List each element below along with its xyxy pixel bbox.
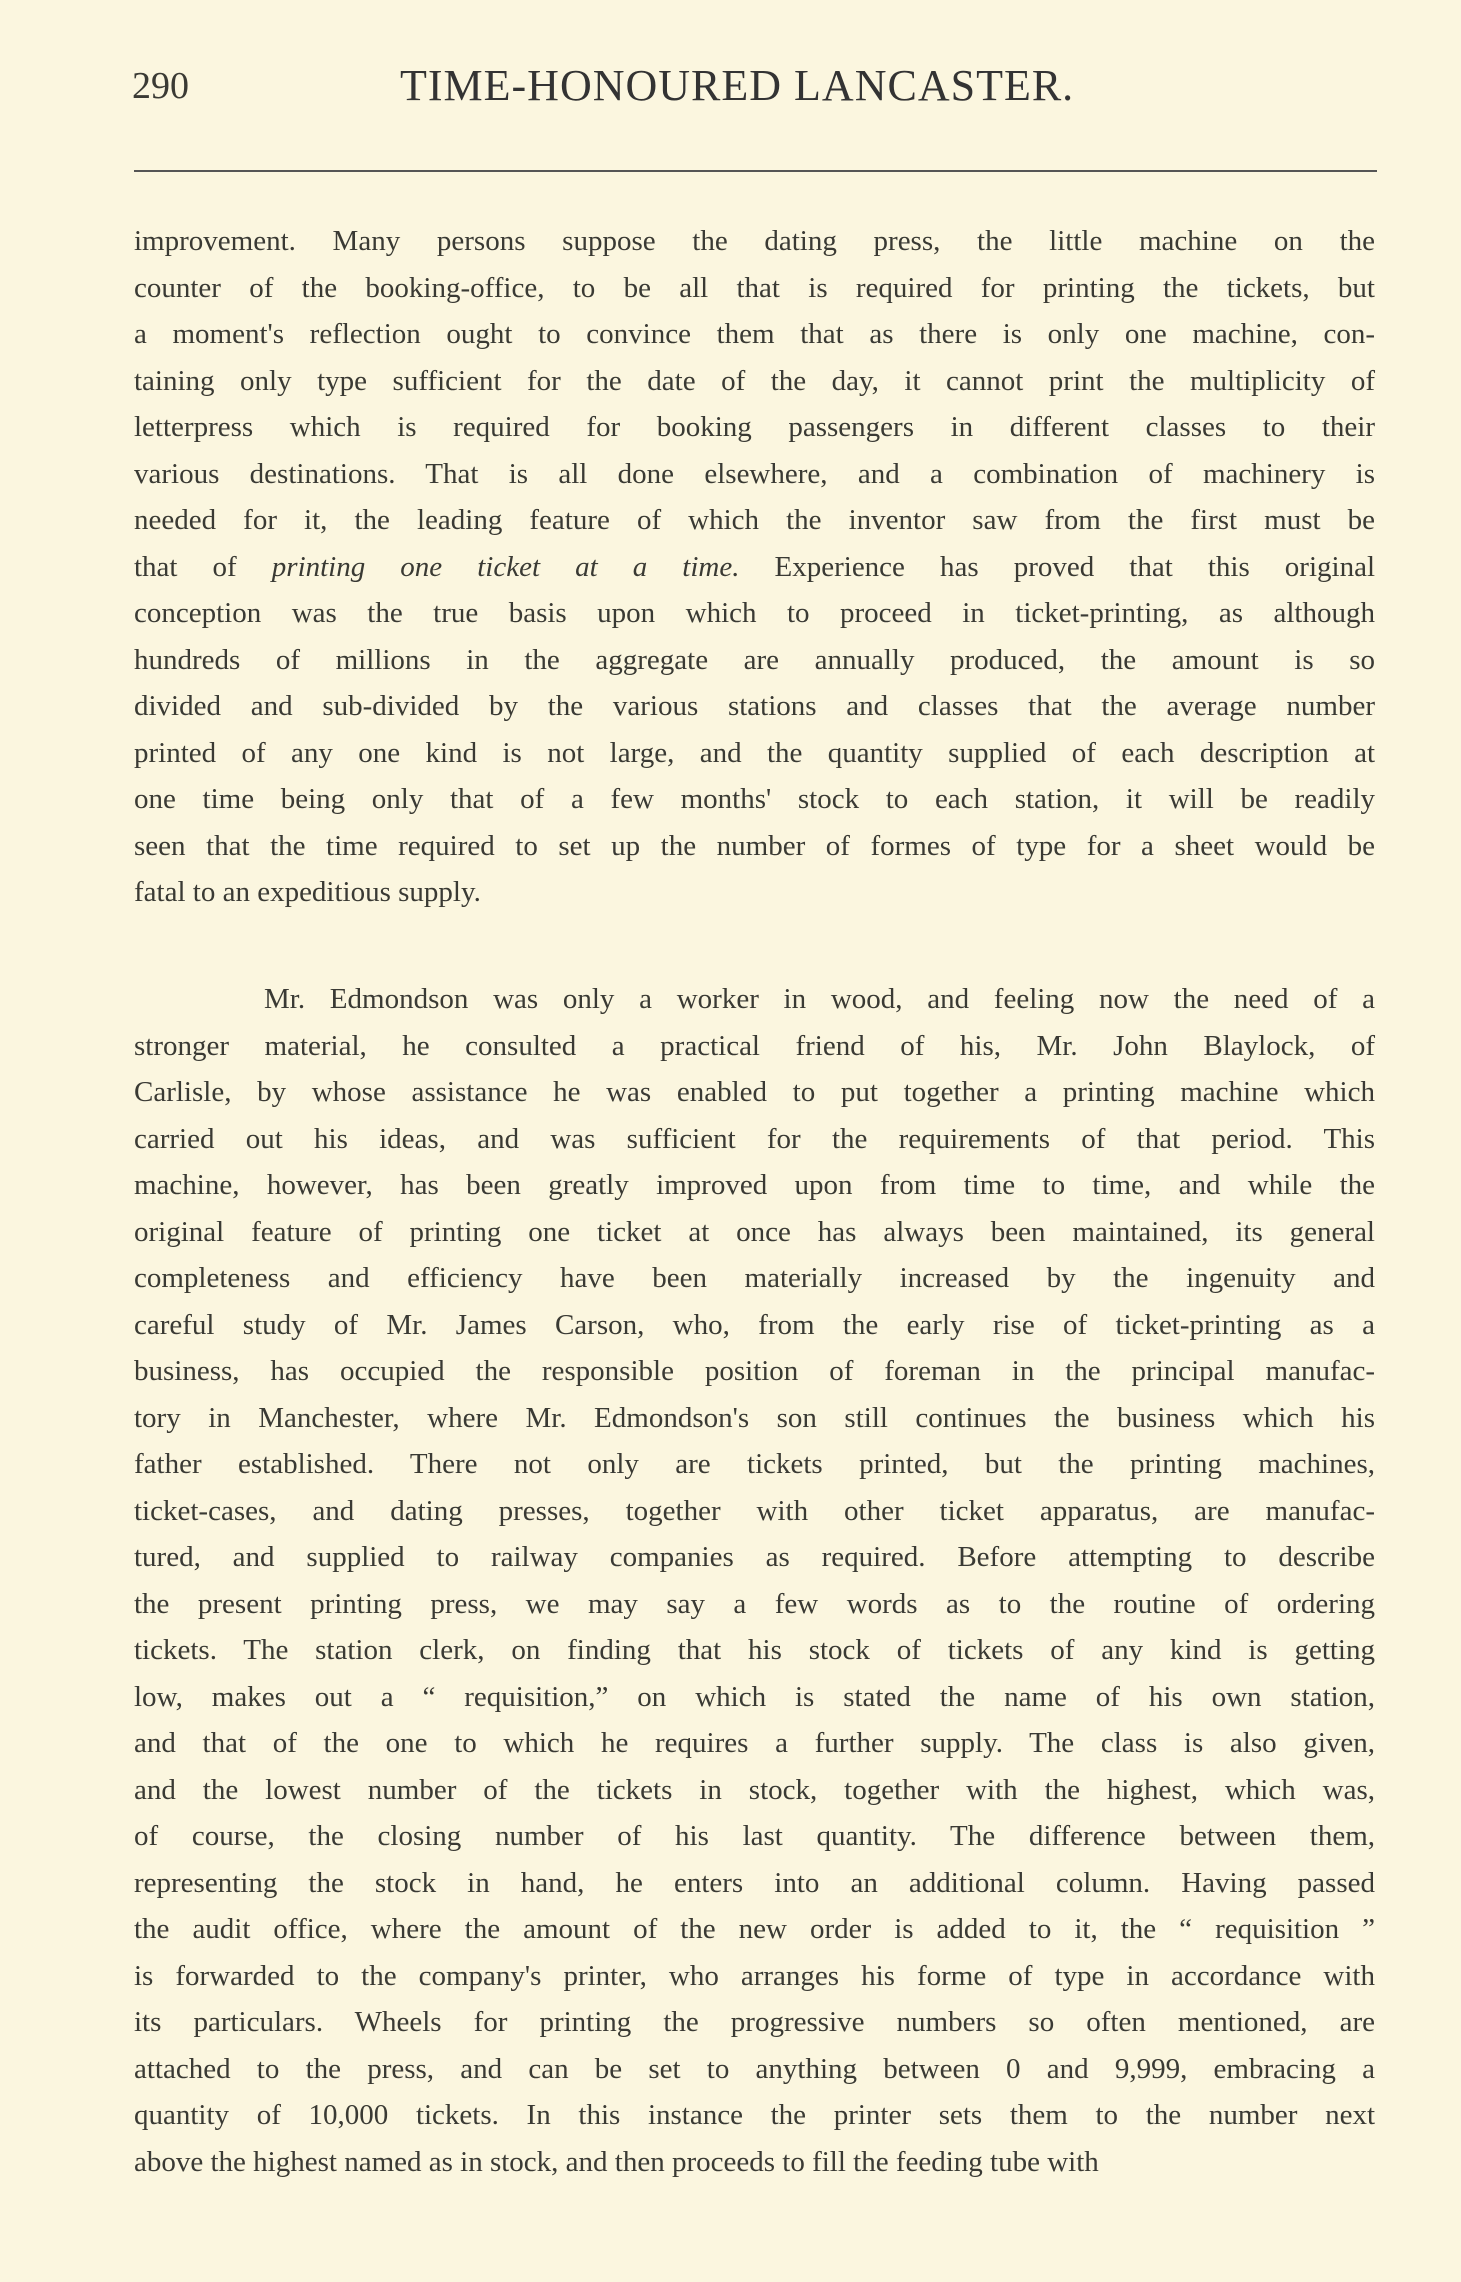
text-line: original feature of printing one ticket at once has always been maintained, its general: [134, 1215, 1375, 1248]
text-line: business, has occupied the responsible position of foreman in the principal manufac-: [134, 1355, 1375, 1387]
text-line: [134, 544, 1375, 591]
text-line: of course, the closing number of his last quantity. The difference between them,: [134, 1820, 1375, 1852]
text-line: attached to the press, and can be set to anything between 0 and 9,999, embracing a: [134, 2052, 1375, 2085]
running-title: TIME-HONOURED LANCASTER.: [400, 61, 1075, 110]
text-line: careful study of Mr. James Carson, who, from the early rise of ticket-printing as a: [134, 1308, 1375, 1341]
paragraph-2: [134, 976, 1375, 2185]
text-segment: Experience has proved that this original: [739, 550, 1376, 583]
text-line: completeness and efficiency have been materially increased by the ingenuity and: [134, 1262, 1375, 1294]
text-line: representing the stock in hand, he enters into an additional column. Having passed: [134, 1866, 1375, 1899]
text-line: the audit office, where the amount of the new order is added to it, the “ requisition ”: [134, 1913, 1375, 1945]
text-line: hundreds of millions in the aggregate are annually produced, the amount is so: [134, 643, 1375, 676]
text-line: printed of any one kind is not large, and the quantity supplied of each description at: [134, 736, 1375, 769]
text-line: various destinations. That is all done elsewhere, and a combination of machinery is: [134, 457, 1375, 490]
text-line: fatal to an expeditious supply.: [134, 876, 481, 908]
text-line: Carlisle, by whose assistance he was enabled to put together a printing machine which: [134, 1076, 1375, 1108]
text-line: machine, however, has been greatly improved upon from time to time, and while the: [134, 1169, 1375, 1201]
page-number: 290: [132, 65, 189, 107]
text-line: one time being only that of a few months' stock to each station, it will be readily: [134, 783, 1375, 815]
header-rule: [134, 170, 1377, 172]
text-line: tickets. The station clerk, on finding that his stock of tickets of any kind is getting: [134, 1634, 1375, 1666]
text-line: a moment's reflection ought to convince them that as there is only one machine, con-: [134, 318, 1375, 350]
text-line: carried out his ideas, and was sufficient for the requirements of that period. This: [134, 1122, 1375, 1155]
italic-phrase: printing one ticket at a time.: [271, 550, 740, 583]
text-segment: that of: [134, 550, 272, 583]
text-line: needed for it, the leading feature of which the inventor saw from the first must be: [134, 504, 1375, 536]
text-line: and the lowest number of the tickets in stock, together with the highest, which was,: [134, 1773, 1375, 1806]
text-line: counter of the booking-office, to be all that is required for printing the tickets, but: [134, 271, 1375, 304]
text-line: and that of the one to which he requires a further supply. The class is also given,: [134, 1727, 1375, 1759]
text-line: conception was the true basis upon which to proceed in ticket-printing, as although: [134, 597, 1375, 629]
text-line: seen that the time required to set up the number of formes of type for a sheet would be: [134, 829, 1375, 862]
text-line: quantity of 10,000 tickets. In this instance the printer sets them to the number next: [134, 2099, 1375, 2131]
text-line: divided and sub-divided by the various stations and classes that the average number: [134, 690, 1375, 722]
text-line: ticket-cases, and dating presses, together with other ticket apparatus, are manufac-: [134, 1494, 1375, 1527]
text-line: tory in Manchester, where Mr. Edmondson's son still continues the business which his: [134, 1401, 1375, 1434]
text-line: above the highest named as in stock, and then proceeds to fill the feeding tube with: [134, 2145, 1099, 2178]
text-line: improvement. Many persons suppose the dating press, the little machine on the: [134, 225, 1375, 257]
text-line: taining only type sufficient for the date of the day, it cannot print the multiplicity of: [134, 364, 1375, 397]
text-line: low, makes out a “ requisition,” on which is stated the name of his own station,: [134, 1680, 1375, 1713]
paragraph-1: [134, 218, 1375, 916]
text-line: its particulars. Wheels for printing the progressive numbers so often mentioned, are: [134, 2006, 1375, 2038]
text-line: the present printing press, we may say a few words as to the routine of ordering: [134, 1587, 1375, 1620]
text-line: tured, and supplied to railway companies as required. Before attempting to describe: [134, 1541, 1375, 1573]
text-line: is forwarded to the company's printer, who arranges his forme of type in accordance with: [134, 1959, 1375, 1992]
text-line: Mr. Edmondson was only a worker in wood, and feeling now the need of a: [264, 983, 1375, 1015]
text-line: father established. There not only are tickets printed, but the printing machines,: [134, 1448, 1375, 1480]
text-line: stronger material, he consulted a practical friend of his, Mr. John Blaylock, of: [134, 1029, 1375, 1062]
text-line: letterpress which is required for booking passengers in different classes to their: [134, 411, 1375, 443]
